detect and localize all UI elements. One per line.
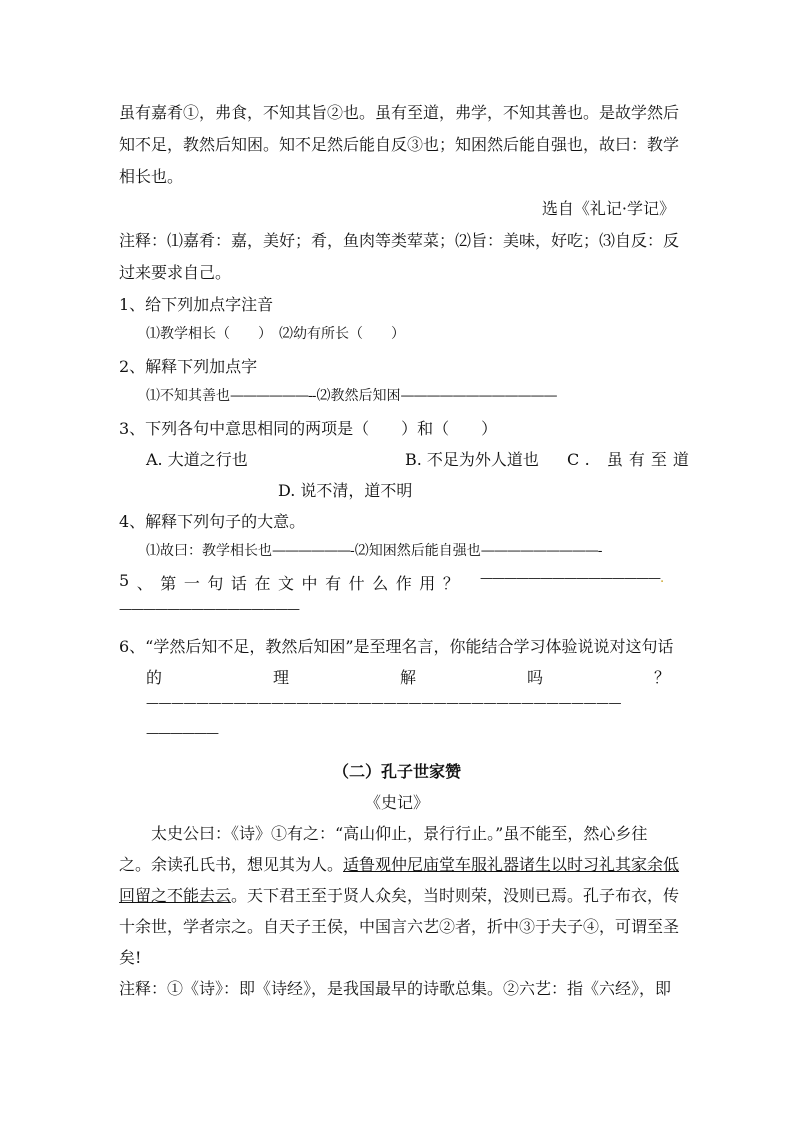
section2-line2: 之。余读孔氏书，想见其为人。适鲁观仲尼庙堂车服礼器诸生以时习礼其家余低: [119, 855, 680, 874]
passage1-line1: 虽有嘉肴①，弗食，不知其旨②也。虽有至道，弗学，不知其善也。是故学然后: [119, 103, 680, 122]
question-6-line2: 的 理 解 吗 ？: [146, 668, 670, 687]
section2-line5: 矣!: [119, 948, 142, 967]
passage1-notes-line2: 过来要求自己。: [119, 263, 232, 282]
answer-blank: —————————-: [480, 543, 602, 559]
stray-dot: .: [660, 571, 664, 586]
answer-blank: ——————————————————————————————————————: [146, 696, 621, 711]
question-3-option-a: A. 大道之行也: [146, 450, 248, 469]
section2-notes: 注释：①《诗》：即《诗经》，是我国最早的诗歌总集。②六艺：指《六经》，即: [119, 979, 672, 998]
question-6-line1: 6、“学然后知不足，教然后知困”是至理名言，你能结合学习体验说说对这句话: [119, 637, 674, 656]
section2-line1: 太史公曰：《诗》①有之：“高山仰止，景行行止。”虽不能至，然心乡往: [151, 824, 648, 843]
question-3-option-d: D. 说不清，道不明: [278, 481, 413, 500]
underlined-sentence: 回留之不能去云: [119, 886, 232, 905]
passage1-line2: 知不足，教然后知困。知不足然后能自反③也；知困然后能自强也，故曰：教学: [119, 135, 680, 154]
answer-blank: ——————: [272, 543, 350, 559]
passage1-notes-line1: 注释：⑴嘉肴：嘉，美好；肴，鱼肉等类荤菜；⑵旨：美味，好吃；⑶自反：反: [119, 231, 680, 250]
question-3-option-c: C. 虽有至道: [567, 450, 695, 469]
answer-blank: ———————————————.: [480, 571, 664, 586]
question-3-option-b: B. 不足为外人道也: [405, 450, 539, 469]
question-1-items: ⑴教学相长（ ） ⑵幼有所长（ ）: [146, 326, 405, 342]
question-5: 5 、 第 一 句 话 在 文 中 有 什 么 作 用 ？: [119, 571, 459, 593]
question-4-item-b: -⑵知困然后能自强也: [350, 543, 481, 559]
underlined-sentence: 适鲁观仲尼庙堂车服礼器诸生以时习礼其家余低: [343, 855, 680, 874]
section2-line4: 十余世，学者宗之。自天子王侯，中国言六艺②者，折中③于夫子④，可谓至圣: [119, 917, 680, 936]
question-2-item-a: ⑴不知其善也: [146, 388, 230, 404]
answer-blank: ——————-: [230, 388, 312, 404]
question-2: 2、解释下列加点字: [119, 357, 258, 376]
answer-blank: ———————————————: [119, 602, 299, 617]
question-4-item-a: ⑴故曰：教学相长也: [146, 543, 272, 559]
passage1-line3: 相长也。: [119, 167, 184, 186]
section2-line3: 回留之不能去云。天下君王至于贤人众矣，当时则荣，没则已焉。孔子布衣，传: [119, 886, 680, 905]
question-2-items: [146, 385, 556, 405]
answer-blank: ——————: [146, 726, 218, 741]
question-3: 3、下列各句中意思相同的两项是（ ）和（ ）: [119, 419, 498, 438]
section-title: （二）孔子世家赞: [332, 762, 461, 781]
question-4-items: [146, 540, 601, 560]
question-1: 1、给下列加点字注音: [119, 295, 274, 314]
question-4: 4、解释下列句子的大意。: [119, 512, 306, 531]
section-source: 《史记》: [364, 793, 429, 812]
answer-blank: ————————————: [400, 388, 557, 404]
passage1-source: 选自《礼记·学记》: [541, 199, 675, 218]
question-2-item-b: -⑵教然后知困: [311, 388, 401, 404]
